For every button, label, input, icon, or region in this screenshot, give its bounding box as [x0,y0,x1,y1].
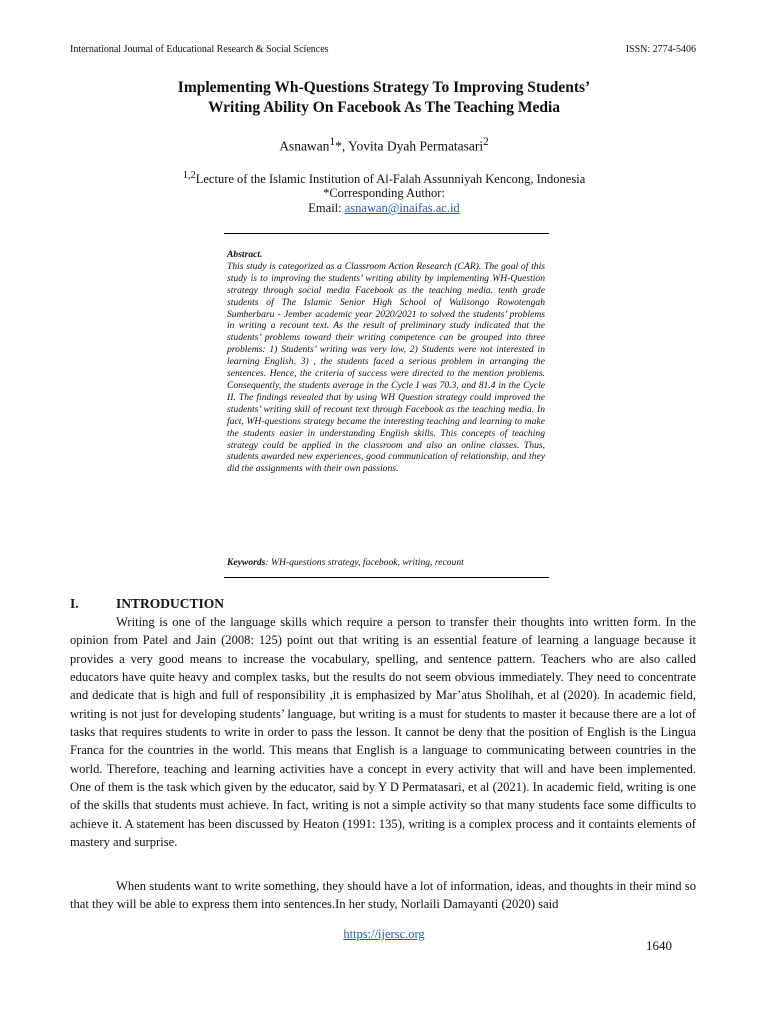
abstract-bottom-rule [224,577,549,578]
issn: ISSN: 2774-5406 [625,44,696,55]
page-number: 1640 [646,938,672,953]
abstract [227,249,545,475]
abstract-top-rule [224,233,549,234]
corresponding-mark: *, [335,138,349,154]
abstract-text: This study is categorized as a Classroom Action Research (CAR). The goal of this study is to improving the students’ writing ability by implementing WH-Question strategy through social media Facebook as the teaching media. tenth grade students of The Islamic Senior High School of Walisongo Rowotengah Sumberbaru - Jember academic year 2020/2021 to solved the students’ problems in writing a recount text. As the result of preliminary study indicated that the students’ problems toward their writing competence can be grouped into three problems: 1) Students’ writing was very low, 2) Students were not interested in learning English, 3) , the students faced a serious problem in arranging the sentences. Hence, the criteria of success were directed to the mention problems. Consequently, the students average in the Cycle I was 70.3, and 81.4 in the Cycle II. The findings revealed that by using WH Question strategy could improved the students’ writing skill of recount text through Facebook as the teaching media. In fact, WH-questions strategy became the interesting teaching and learning to make the students easier in understanding English skills. This concepts of teaching strategy could be applied in the classroom and also an online classes. Thus, students awarded new experiences, good communication of relationship, and they did the assignments with their own passions. [227,260,545,475]
corresponding-author-label: *Corresponding Author: [323,186,445,200]
keywords [227,557,545,568]
section-title: INTRODUCTION [116,596,225,611]
author-2: Yovita Dyah Permatasari [348,138,484,154]
author-list [60,136,708,155]
email-label: Email: [308,201,345,215]
body-paragraph [70,877,696,914]
section-number: I. [70,596,79,611]
author-1: Asnawan [279,138,330,154]
paper-title-line-1: Implementing Wh-Questions Strategy To Improving Students’ [177,79,591,96]
email-line [60,201,708,216]
paragraph-1: Writing is one of the language skills which require a person to transfer their thoughts into written form. In the opinion from Patel and Jain (2008: 125) point out that writing is an essential feature of learning a language because it provides a very good means to increase the vocabulary, spelling, and sentence pattern. Teachers who are also called educators have quite heavy and complex tasks, but the results do not seem obvious immediately. They need to concentrate and dedicate that is high and full of responsibility ,it is emphasized by Mar’atus Sholihah, et al (2020). In academic field, writing is not just for developing students’ language, but writing is a must for students to master it because there are a lot of tasks that requires students to write in order to pass the lesson. It cannot be deny that the position of English is the Lingua Franca for the countries in the world. This means that English is a language to communicating between countries in the world. Therefore, teaching and learning activities have a concept in every activity that will and have been implemented. One of them is the task which given by the educator, said by Y D Permatasari, et al (2021). In academic field, writing is one of the skills that students must achieve. In fact, writing is not a simple activity so that many students face some difficults to achieve it. A statement has been discussed by Heaton (1991: 135), writing is a complex process and it containts elements of mastery and surprise. [70,615,696,850]
email-link[interactable]: asnawan@inaifas.ac.id [344,201,460,215]
section-heading [70,596,224,612]
paper-title-line-2: Writing Ability On Facebook As The Teaching Media [207,99,561,116]
journal-url-link[interactable]: https://ijersc.org [343,927,425,941]
affiliation [60,170,708,187]
body-paragraph [70,613,696,851]
paragraph-2: When students want to write something, they should have a lot of information, ideas, and thoughts in their mind so that they will be able to express them into sentences.In her study, Norlaili Damayanti (2020) said [70,879,696,912]
keywords-text: : WH-questions strategy, facebook, writing, recount [265,557,464,568]
journal-name: International Journal of Educational Research & Social Sciences [70,44,329,55]
author-1-affiliation: 1 [329,136,336,148]
keywords-label: Keywords [227,557,266,568]
author-2-affiliation: 2 [483,136,489,148]
affiliation-text: Lecture of the Islamic Institution of Al-Falah Assunniyah Kencong, Indonesia [195,172,586,187]
affiliation-marker: 1,2 [182,170,196,181]
abstract-label: Abstract. [227,249,263,260]
